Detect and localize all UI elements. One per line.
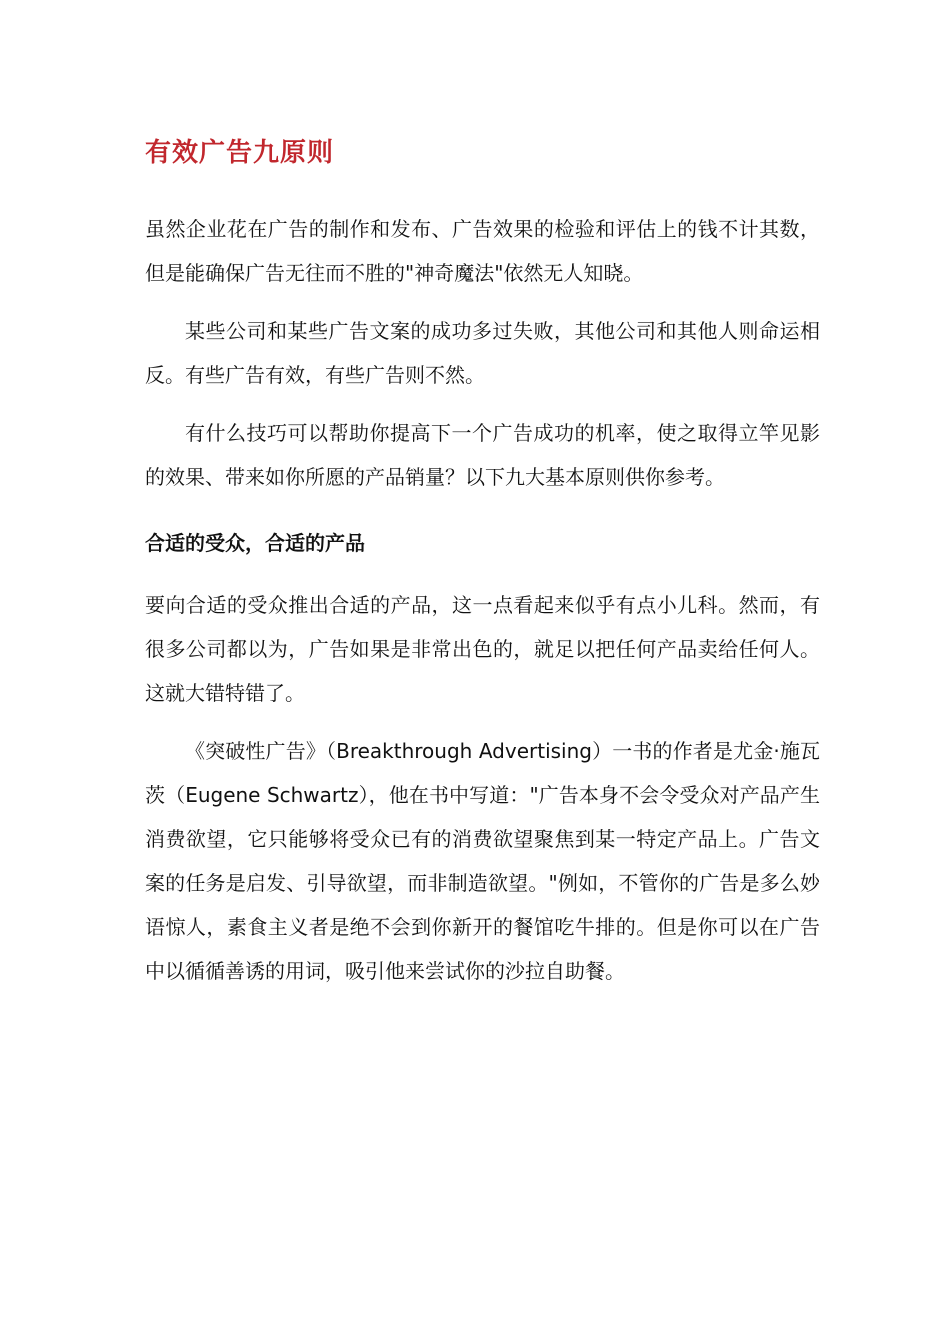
section-heading: 合适的受众，合适的产品: [145, 531, 365, 555]
section-paragraph-2: 《突破性广告》（Breakthrough Advertising）一书的作者是尤金·施瓦茨（Eugene Schwartz），他在书中写道："广告本身不会令受众对产品产生消费欲望，它只能够将受众已有的消费欲望聚焦到某一特定产品上。广告文案的任务是启发、引导欲望，而非制造欲望。"例如，不管你的广告是多么妙语惊人，素食主义者是绝不会到你新开的餐馆吃牛排的。但是你可以在广告中以循循善诱的用词，吸引他来尝试你的沙拉自助餐。: [145, 739, 820, 983]
intro-paragraph-2: 某些公司和某些广告文案的成功多过失败，其他公司和其他人则命运相反。有些广告有效，有些广告则不然。: [145, 319, 820, 387]
intro-paragraph-1: 虽然企业花在广告的制作和发布、广告效果的检验和评估上的钱不计其数，但是能确保广告无往而不胜的"神奇魔法"依然无人知晓。: [145, 217, 820, 285]
section-paragraph-1: 要向合适的受众推出合适的产品，这一点看起来似乎有点小儿科。然而，有很多公司都以为，广告如果是非常出色的，就足以把任何产品卖给任何人。这就大错特错了。: [145, 593, 820, 705]
intro-paragraph-3: 有什么技巧可以帮助你提高下一个广告成功的机率，使之取得立竿见影的效果、带来如你所愿的产品销量？以下九大基本原则供你参考。: [145, 421, 820, 489]
document-page: [145, 120, 820, 993]
document-title: 有效广告九原则: [145, 138, 335, 168]
